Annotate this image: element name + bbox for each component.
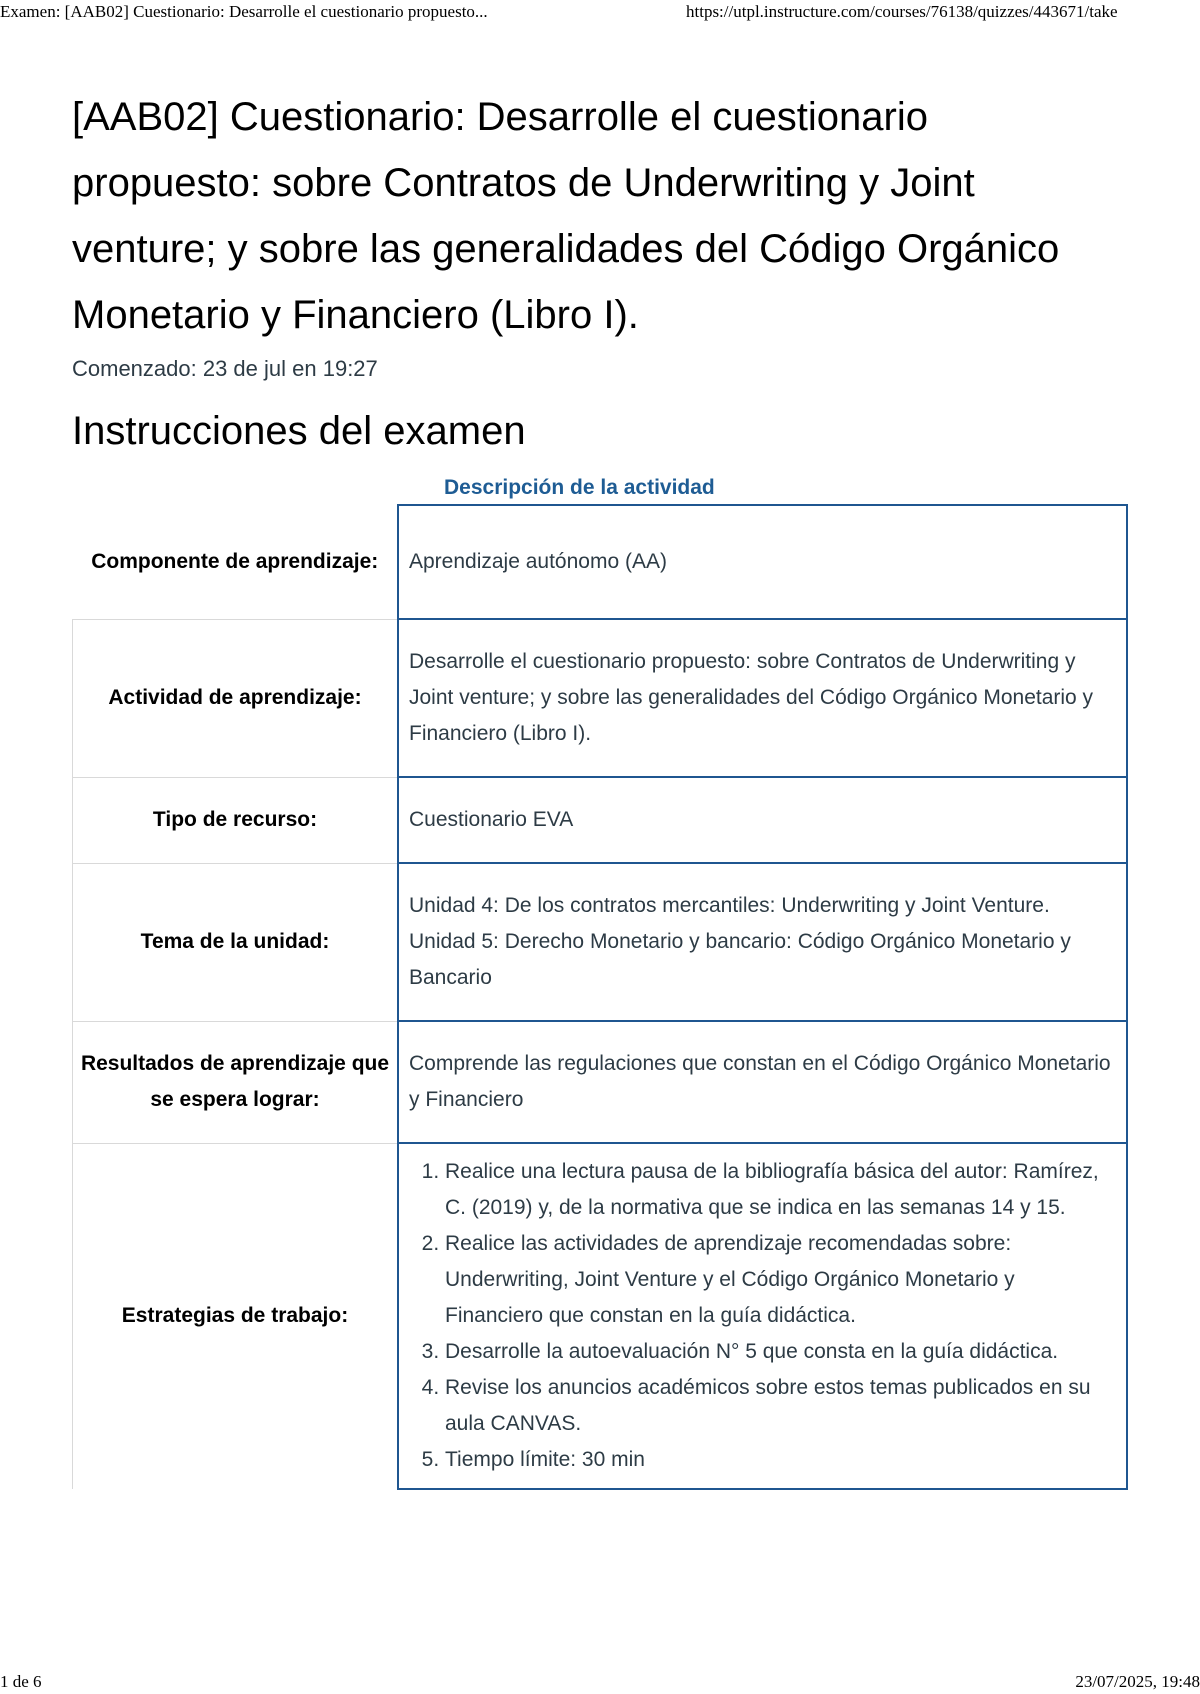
list-item: 4. Revise los anuncios académicos sobre estos temas publicados en su aula CANVAS.	[445, 1370, 1116, 1442]
row-value-resultados: Comprende las regulaciones que constan en el Código Orgánico Monetario y Financiero	[398, 1021, 1127, 1143]
row-label-resultados: Resultados de aprendizaje que se espera lograr:	[73, 1021, 399, 1143]
quiz-title: [AAB02] Cuestionario: Desarrolle el cuestionario propuesto: sobre Contratos de Underwriting y Joint venture; y sobre las generalidades del Código Orgánico Monetario y Financiero (Libro I).	[72, 95, 1060, 337]
table-row	[73, 1021, 1128, 1143]
print-header-url: https://utpl.instructure.com/courses/76138/quizzes/443671/take	[686, 2, 1118, 21]
activity-description-table	[72, 504, 1128, 1490]
print-header	[0, 2, 1200, 26]
row-label-componente: Componente de aprendizaje:	[73, 505, 399, 619]
row-value-estrategias	[398, 1143, 1127, 1489]
table-row	[73, 1143, 1128, 1489]
instructions-heading: Instrucciones del examen	[72, 409, 526, 453]
table-row	[73, 863, 1128, 1021]
page-number: 1 de 6	[0, 1672, 42, 1691]
quiz-content	[72, 84, 1132, 1490]
row-label-actividad: Actividad de aprendizaje:	[73, 619, 399, 777]
print-datetime: 23/07/2025, 19:48	[1075, 1672, 1200, 1691]
table-row	[73, 505, 1128, 619]
table-row	[73, 619, 1128, 777]
list-item: 3. Desarrolle la autoevaluación N° 5 que consta en la guía didáctica.	[445, 1334, 1116, 1370]
row-value-componente: Aprendizaje autónomo (AA)	[398, 505, 1127, 619]
row-label-estrategias: Estrategias de trabajo:	[73, 1143, 399, 1489]
row-value-tipo-recurso: Cuestionario EVA	[398, 777, 1127, 863]
print-footer	[0, 1672, 1200, 1694]
quiz-started-time: Comenzado: 23 de jul en 19:27	[72, 356, 378, 381]
activity-table-caption: Descripción de la actividad	[444, 476, 715, 499]
row-value-actividad: Desarrolle el cuestionario propuesto: sobre Contratos de Underwriting y Joint venture; y sobre las generalidades del Código Orgánico Monetario y Financiero (Libro I).	[398, 619, 1127, 777]
print-header-title: Examen: [AAB02] Cuestionario: Desarrolle el cuestionario propuesto...	[0, 2, 488, 21]
table-row	[73, 777, 1128, 863]
list-item: 1. Realice una lectura pausa de la bibliografía básica del autor: Ramírez, C. (2019) y, de la normativa que se indica en las semanas 14 y 15.	[445, 1154, 1116, 1226]
strategies-list	[409, 1154, 1116, 1478]
row-label-tipo-recurso: Tipo de recurso:	[73, 777, 399, 863]
list-item: 5. Tiempo límite: 30 min	[445, 1442, 1116, 1478]
row-label-tema-unidad: Tema de la unidad:	[73, 863, 399, 1021]
row-value-tema-unidad: Unidad 4: De los contratos mercantiles: Underwriting y Joint Venture. Unidad 5: Derecho Monetario y bancario: Código Orgánico Monetario y Bancario	[398, 863, 1127, 1021]
list-item: 2. Realice las actividades de aprendizaje recomendadas sobre: Underwriting, Joint Venture y el Código Orgánico Monetario y Financiero que constan en la guía didáctica.	[445, 1226, 1116, 1334]
